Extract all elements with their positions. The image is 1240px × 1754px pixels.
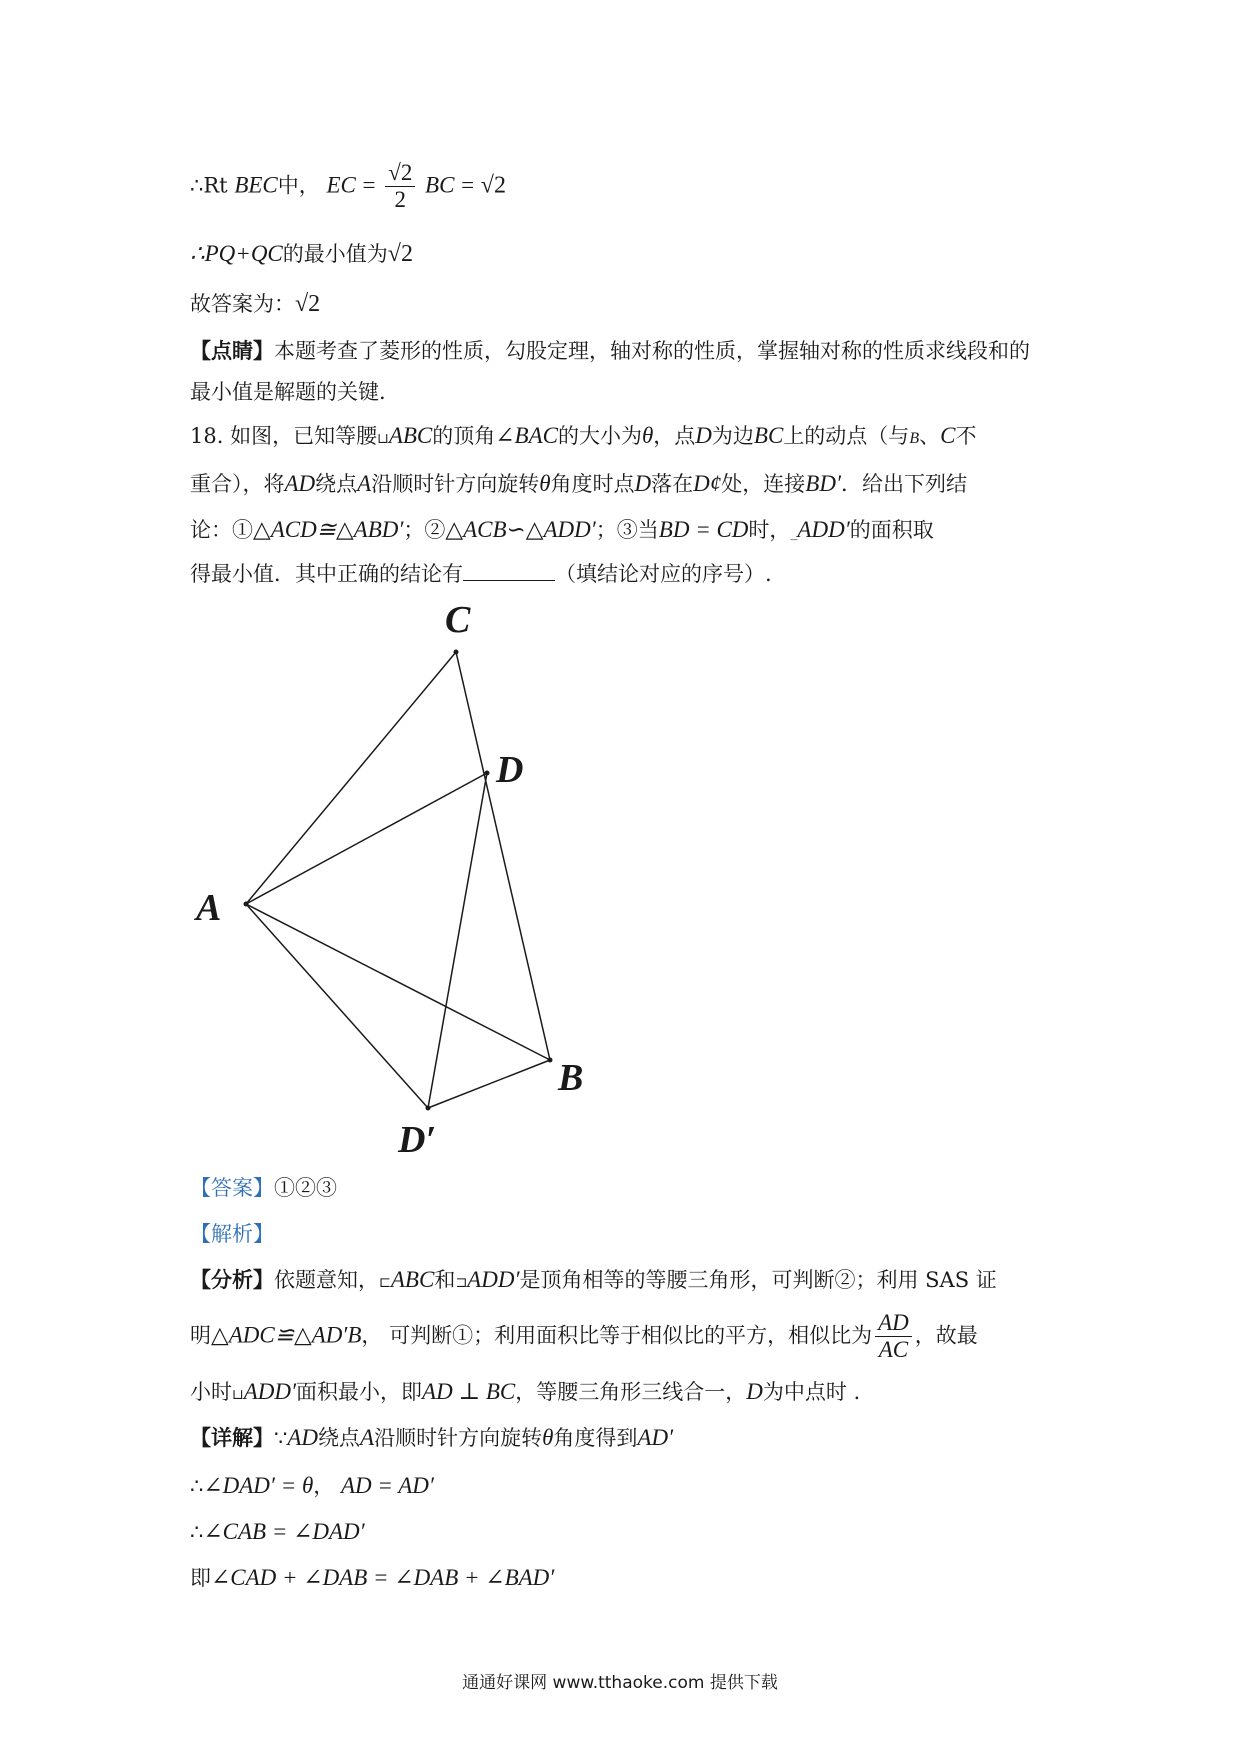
xj2-c: ， <box>313 1474 335 1498</box>
xj4-angle-sum: ∠CAD + ∠DAB = ∠DAB + ∠BAD′ <box>211 1565 555 1590</box>
q3-g: 时， <box>748 518 791 542</box>
detail-line-1 <box>190 1424 673 1452</box>
ratio-den: AC <box>878 1337 909 1363</box>
q3-i: 的面积取 <box>849 518 934 542</box>
xj2-ad-eq: AD = AD′ <box>340 1473 434 1498</box>
q2-g: 角度时点 <box>550 472 635 496</box>
xj3-therefore: ∴ <box>190 1520 204 1544</box>
segment-ad <box>246 773 487 904</box>
q3-add: ADD′ <box>797 517 850 542</box>
fx3-perp: AD ⊥ BC <box>422 1379 516 1404</box>
label-c: C <box>445 599 471 641</box>
q2-m: ．给出下列结 <box>841 472 967 496</box>
q2-a: 重合），将 <box>190 472 285 496</box>
label-a: A <box>196 887 222 929</box>
q1-i: 为边 <box>711 424 754 448</box>
fx3-a: 小时 <box>190 1380 232 1404</box>
q2-c: 绕点 <box>315 472 358 496</box>
q1-e: 的大小为 <box>557 424 642 448</box>
q2-ad: AD <box>284 471 316 496</box>
figure-lines <box>246 652 550 1108</box>
min-value-result: √2 <box>387 241 413 267</box>
segment-ad-prime <box>246 904 428 1108</box>
segment-ab <box>246 904 550 1060</box>
point-d <box>485 771 490 776</box>
triangle-name: BEC <box>234 172 278 198</box>
xj1-because: ∵ <box>274 1426 288 1450</box>
xj1-c: 绕点 <box>318 1426 361 1450</box>
label-d-prime: D′ <box>398 1119 437 1161</box>
xj1-a: A <box>360 1425 375 1450</box>
q1-a: 18. 如图，已知等腰 <box>190 424 378 448</box>
fx3-add: ADD′ <box>243 1379 297 1404</box>
analysis-line-1: 【分析】依题意知，⊏ABC和⊐ADD′是顶角相等的等腰三角形，可判断②；利用 SAS 证 <box>190 1267 997 1292</box>
detail-line-2 <box>190 1472 434 1500</box>
ec-symbol: EC <box>326 172 356 198</box>
ratio-fraction <box>875 1310 912 1364</box>
analysis-tag-line <box>190 1222 274 1247</box>
point-a <box>244 902 249 907</box>
point-d-prime <box>426 1106 431 1111</box>
fx2-a: 明 <box>190 1323 211 1348</box>
equals-sign-2: = <box>461 172 475 198</box>
xj1-theta: θ <box>542 1425 554 1450</box>
q3-e: ；③当 <box>595 518 659 542</box>
fraction-denominator: 2 <box>394 187 407 213</box>
fx3-c: 面积最小，即 <box>296 1380 423 1404</box>
point-c <box>454 650 459 655</box>
question-line-1: 18. 如图，已知等腰⊔ABC的顶角∠BAC的大小为θ，点D为边BC上的动点（与B、C不 <box>190 423 977 448</box>
equals-sign: = <box>362 172 376 198</box>
ratio-num: AD <box>875 1310 912 1337</box>
xj1-g: 角度得到 <box>553 1426 638 1450</box>
segment-dd-prime <box>428 773 487 1108</box>
q1-b: B <box>909 430 920 447</box>
fx1-add: ADD′ <box>467 1267 520 1292</box>
q1-theta: θ <box>641 423 654 448</box>
segment-cb <box>456 652 550 1060</box>
q2-d-prime: D¢ <box>693 471 722 496</box>
detail-line-3 <box>190 1518 365 1546</box>
answer-line <box>190 1176 337 1201</box>
label-b: B <box>558 1057 584 1099</box>
q4-a: 得最小值．其中正确的结论有 <box>190 562 463 586</box>
q2-bd-prime: BD′ <box>805 471 841 496</box>
q2-a-point: A <box>357 471 372 496</box>
analysis-tag: 【解析】 <box>190 1222 274 1246</box>
detail-tag: 【详解】 <box>190 1425 274 1450</box>
q1-c: 的顶角 <box>432 424 496 448</box>
q3-c: ；② <box>403 518 446 542</box>
q1-m: 、 <box>919 424 941 448</box>
q1-abc: ABC <box>388 423 433 448</box>
fx2-congruence: △ADC≌△AD′B <box>211 1322 362 1348</box>
q3-bd-cd: BD = CD <box>658 517 749 542</box>
analysis-line-2 <box>190 1310 978 1364</box>
xj4-ji: 即 <box>190 1566 211 1590</box>
xj2-therefore: ∴ <box>190 1474 204 1498</box>
analysis-line-3: 小时⊔ADD′面积最小，即AD ⊥ BC，等腰三角形三线合一，D为中点时 . <box>190 1379 861 1404</box>
q1-g: ，点 <box>653 424 696 448</box>
answer-value: √2 <box>295 291 321 317</box>
q1-d: D <box>695 423 712 448</box>
comment-tag: 【点睛】 <box>190 338 274 363</box>
xj2-angle: ∠DAD′ = θ <box>203 1473 314 1498</box>
fx3-e: ，等腰三角形三线合一， <box>515 1380 747 1404</box>
fraction-numerator: √2 <box>385 160 415 187</box>
q2-e: 沿顺时针方向旋转 <box>371 472 540 496</box>
analysis-sub-tag: 【分析】 <box>190 1267 274 1292</box>
detail-line-4 <box>190 1564 554 1592</box>
xj1-ad-prime: AD′ <box>637 1425 674 1450</box>
q4-b: （填结论对应的序号）. <box>555 562 772 586</box>
fx2-c: ， 可判断①；利用面积比等于相似比的平方，相似比为 <box>361 1323 873 1348</box>
q2-i: 落在 <box>651 472 694 496</box>
segment-ac <box>246 652 456 904</box>
min-value-text: 的最小值为 <box>282 242 388 266</box>
xj3-angle-eq: ∠CAB = ∠DAD′ <box>203 1519 365 1544</box>
page-footer: 通通好课网 www.tthaoke.com 提供下载 <box>462 1673 778 1693</box>
result-sqrt2: √2 <box>480 172 506 199</box>
xj1-e: 沿顺时针方向旋转 <box>374 1426 543 1450</box>
fx3-g: 为中点时 . <box>762 1380 861 1404</box>
fx2-d: ，故最 <box>914 1323 978 1348</box>
fx3-d: D <box>746 1379 763 1404</box>
comment-text: 本题考查了菱形的性质，勾股定理，轴对称的性质，掌握轴对称的性质求线段和的 <box>274 339 1030 363</box>
fx1-a: 依题意知， <box>274 1268 379 1292</box>
point-b <box>548 1058 553 1063</box>
q3-a: 论：① <box>190 518 253 542</box>
fx1-e: 是顶角相等的等腰三角形，可判断②；利用 SAS 证 <box>519 1268 997 1292</box>
q2-k: 处，连接 <box>721 472 806 496</box>
xj1-ad: AD <box>287 1425 319 1450</box>
segment-d-prime-b <box>428 1060 550 1108</box>
label-d: D <box>496 749 524 791</box>
question-line-3: 论：①△ACD≅△ABD′；②△ACB∽△ADD′；③当BD = CD时，_ADD′的面积取 <box>190 517 934 542</box>
q1-angle-bac: ∠BAC <box>495 423 558 448</box>
fx1-c: 和 <box>434 1268 456 1292</box>
q1-bc: BC <box>753 423 784 448</box>
therefore-rt: ∴Rt <box>190 173 228 198</box>
answer-label: 故答案为： <box>190 292 295 316</box>
q2-d: D <box>634 471 652 496</box>
comment-text-cont: 最小值是解题的关键. <box>190 380 386 404</box>
fx1-abc: ABC <box>390 1267 435 1292</box>
q3-congruence: △ACD≅△ABD′ <box>253 517 404 542</box>
q3-similarity: △ACB∽△ADD′ <box>445 517 596 542</box>
q1-c-letter: C <box>940 423 956 448</box>
pq-qc-expression: ∴PQ+QC <box>190 241 283 266</box>
q2-theta: θ <box>539 471 551 496</box>
q1-k: 上的动点（与 <box>783 424 910 448</box>
bc-symbol: BC <box>425 172 455 198</box>
q1-o: 不 <box>955 424 977 448</box>
text-middle: 中， <box>277 173 320 198</box>
answer-value-circled: ①②③ <box>274 1176 337 1200</box>
answer-tag: 【答案】 <box>190 1176 274 1200</box>
